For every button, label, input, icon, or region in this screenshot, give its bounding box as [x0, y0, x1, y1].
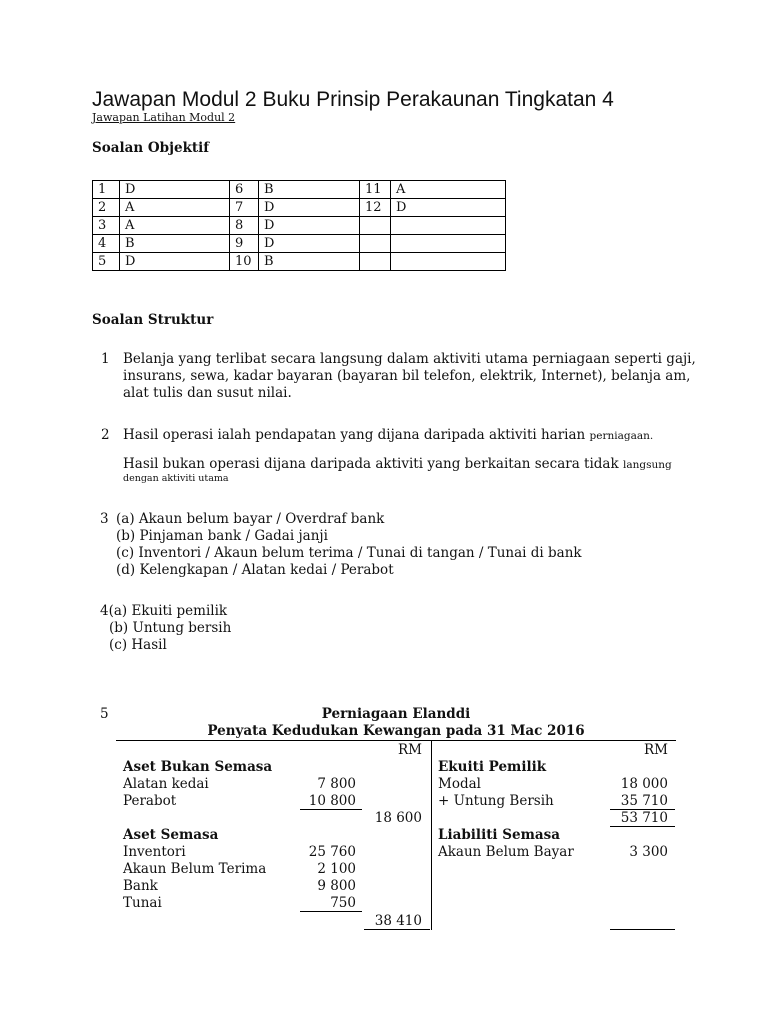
table-cell [360, 253, 391, 271]
table-cell: A [120, 199, 230, 217]
asset-label: Alatan kedai [123, 776, 209, 792]
table-cell: 8 [230, 217, 259, 235]
asset-label: Akaun Belum Terima [123, 861, 267, 877]
answer-4c: (c) Hasil [109, 637, 167, 653]
total-rule [610, 929, 675, 930]
answer-text: Hasil operasi ialah pendapatan yang dijana daripada aktiviti harian [123, 427, 586, 443]
objective-heading: Soalan Objektif [92, 140, 210, 156]
answer-text: Hasil bukan operasi dijana daripada aktiviti yang berkaitan secara tidak [123, 456, 619, 472]
table-cell: B [259, 253, 360, 271]
answer-2-line-2 [123, 456, 672, 472]
table-row [93, 181, 506, 199]
table-cell: 6 [230, 181, 259, 199]
table-row [93, 235, 506, 253]
currency-label-left: RM [398, 742, 422, 758]
answer-3c: (c) Inventori / Akaun belum terima / Tunai di tangan / Tunai di bank [116, 545, 582, 561]
table-cell [360, 217, 391, 235]
page-subtitle: Jawapan Latihan Modul 2 [92, 111, 236, 124]
table-cell: B [259, 181, 360, 199]
equity-value: 18 000 [620, 776, 668, 792]
table-cell: D [120, 253, 230, 271]
objective-answer-table [92, 180, 506, 271]
table-cell: 4 [93, 235, 120, 253]
table-row [93, 199, 506, 217]
table-cell [391, 253, 506, 271]
answer-3a: (a) Akaun belum bayar / Overdraf bank [116, 511, 385, 527]
table-cell: D [259, 235, 360, 253]
asset-label: Inventori [123, 844, 186, 860]
currency-label-right: RM [644, 742, 668, 758]
table-cell: D [259, 217, 360, 235]
table-cell: A [391, 181, 506, 199]
table-cell: 5 [93, 253, 120, 271]
question-number: 5 [100, 706, 109, 722]
table-cell: 9 [230, 235, 259, 253]
liability-value: 3 300 [629, 844, 668, 860]
page-title: Jawapan Modul 2 Buku Prinsip Perakaunan Tingkatan 4 [92, 88, 614, 111]
table-cell: 3 [93, 217, 120, 235]
non-current-assets-heading: Aset Bukan Semasa [123, 759, 273, 775]
answer-4b: (b) Untung bersih [109, 620, 232, 636]
answer-1 [123, 351, 696, 403]
equity-label: + Untung Bersih [438, 793, 554, 809]
equity-heading: Ekuiti Pemilik [438, 759, 547, 775]
equity-label: Modal [438, 776, 481, 792]
business-name: Perniagaan Elanddi [321, 706, 471, 722]
table-cell: 12 [360, 199, 391, 217]
total-rule [364, 929, 430, 930]
table-cell: 11 [360, 181, 391, 199]
table-cell: 1 [93, 181, 120, 199]
answer-2-line-1 [123, 427, 653, 443]
structure-heading: Soalan Struktur [92, 312, 214, 328]
current-assets-heading: Aset Semasa [123, 827, 219, 843]
current-liabilities-heading: Liabiliti Semasa [438, 827, 560, 843]
table-cell: D [120, 181, 230, 199]
asset-value: 9 800 [317, 878, 356, 894]
asset-value: 25 760 [308, 844, 356, 860]
answer-line: alat tulis dan susut nilai. [123, 385, 292, 402]
table-cell: B [120, 235, 230, 253]
asset-label: Tunai [123, 895, 162, 911]
answer-4a: 4(a) Ekuiti pemilik [100, 603, 228, 619]
table-cell [391, 217, 506, 235]
asset-label: Bank [123, 878, 158, 894]
answer-text-small: perniagaan. [589, 430, 654, 442]
answer-line: insurans, sewa, kadar bayaran (bayaran bil telefon, elektrik, Internet), belanja am, [123, 368, 691, 385]
answer-2-line-3: dengan aktiviti utama [123, 473, 229, 484]
table-cell: 2 [93, 199, 120, 217]
asset-label: Perabot [123, 793, 177, 809]
asset-value: 750 [330, 895, 356, 911]
liability-label: Akaun Belum Bayar [438, 844, 574, 860]
table-cell: D [391, 199, 506, 217]
subtotal-rule [300, 809, 362, 810]
statement-divider [431, 741, 432, 930]
table-cell: 7 [230, 199, 259, 217]
answer-text-small: langsung [622, 459, 672, 471]
asset-value: 10 800 [308, 793, 356, 809]
table-cell: 10 [230, 253, 259, 271]
subtotal-rule [610, 826, 675, 827]
current-assets-total: 38 410 [374, 913, 422, 929]
asset-value: 2 100 [317, 861, 356, 877]
non-current-total: 18 600 [374, 810, 422, 826]
table-cell [391, 235, 506, 253]
asset-value: 7 800 [317, 776, 356, 792]
question-number: 1 [101, 351, 110, 367]
table-row [93, 253, 506, 271]
subtotal-rule [300, 911, 362, 912]
question-number: 2 [101, 427, 110, 443]
table-row [93, 217, 506, 235]
answer-3b: (b) Pinjaman bank / Gadai janji [116, 528, 328, 544]
equity-value: 35 710 [620, 793, 668, 809]
statement-title: Penyata Kedudukan Kewangan pada 31 Mac 2016 [207, 723, 585, 739]
statement-top-rule [116, 740, 676, 741]
answer-3d: (d) Kelengkapan / Alatan kedai / Perabot [116, 562, 394, 578]
answer-line: Belanja yang terlibat secara langsung dalam aktiviti utama perniagaan seperti gaji, [123, 351, 696, 367]
table-cell: D [259, 199, 360, 217]
equity-total: 53 710 [620, 810, 668, 826]
question-number: 3 [100, 511, 109, 527]
table-cell [360, 235, 391, 253]
table-cell: A [120, 217, 230, 235]
